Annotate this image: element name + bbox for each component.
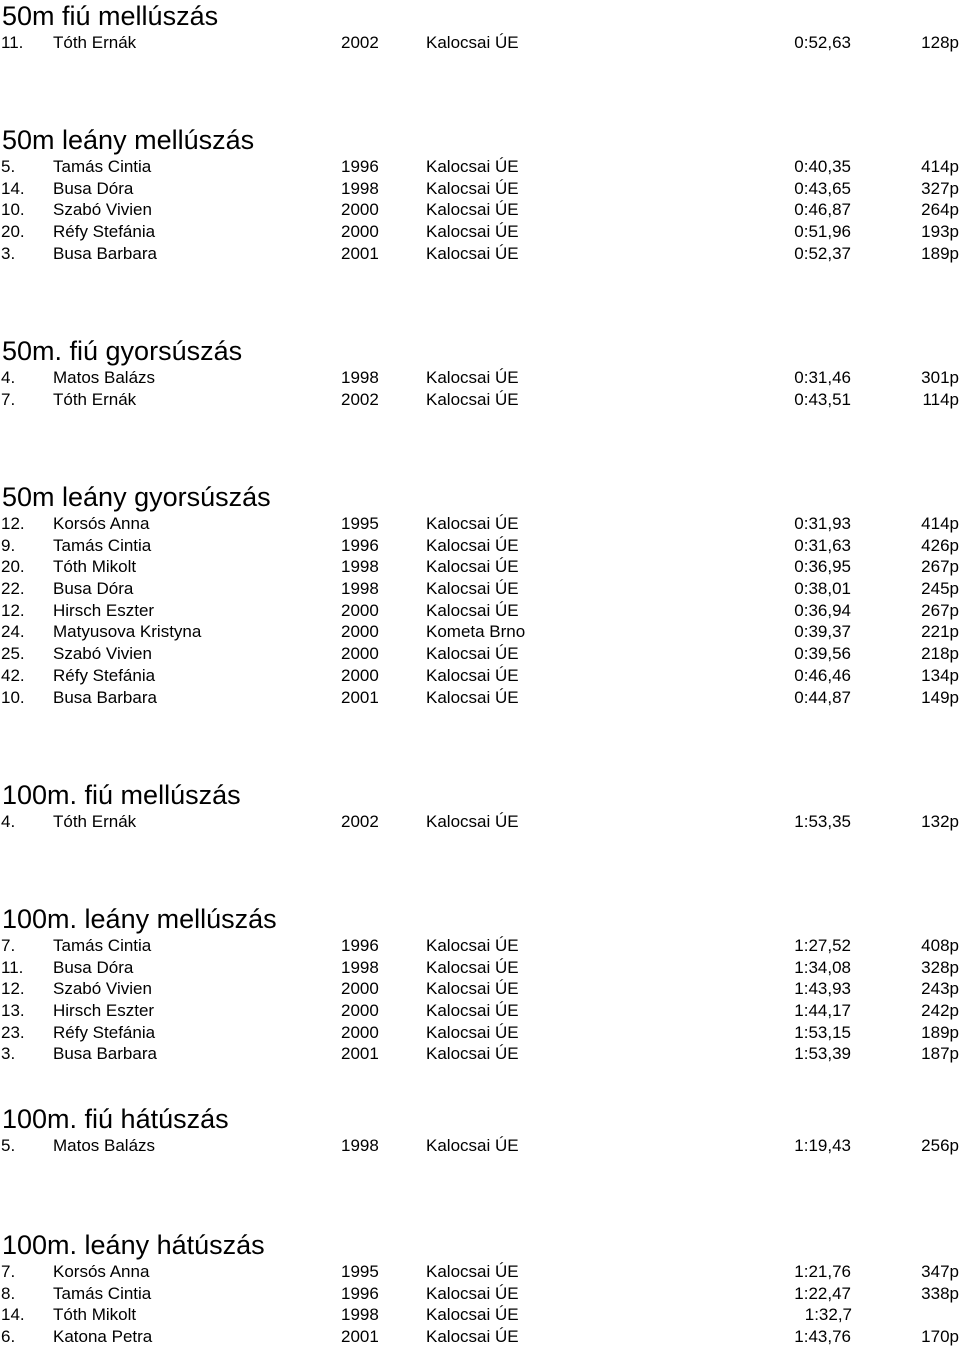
swimmer-name: Szabó Vivien — [53, 644, 152, 664]
time: 1:32,7 — [804, 1305, 852, 1325]
points: 149p — [921, 687, 959, 707]
club: Kalocsai ÚE — [426, 665, 519, 685]
time: 0:31,46 — [794, 368, 851, 387]
birth-year: 1996 — [341, 936, 379, 955]
birth-year: 1996 — [341, 535, 379, 555]
club: Kalocsai ÚE — [426, 1001, 519, 1021]
club: Kalocsai ÚE — [426, 1327, 519, 1347]
birth-year: 1995 — [341, 514, 379, 533]
event-title: 50m leány gyorsúszás — [2, 482, 271, 512]
swimmer-name: Tamás Cintia — [53, 1283, 152, 1303]
time: 0:31,93 — [794, 514, 851, 533]
birth-year: 2000 — [341, 200, 379, 220]
points: 189p — [921, 243, 959, 263]
points: 221p — [921, 622, 959, 642]
swimmer-name: Szabó Vivien — [53, 200, 152, 220]
club: Kalocsai ÚE — [426, 222, 519, 242]
swimmer-name: Tóth Ernák — [53, 33, 137, 52]
birth-year: 1998 — [341, 1305, 379, 1325]
club: Kalocsai ÚE — [426, 157, 519, 176]
result-row — [0, 687, 960, 709]
place: 12. — [1, 979, 25, 999]
place: 8. — [1, 1283, 16, 1303]
event-section — [0, 1103, 960, 1157]
points: 193p — [921, 222, 959, 242]
place: 10. — [1, 687, 25, 707]
points: 170p — [921, 1327, 959, 1347]
birth-year: 2002 — [341, 33, 379, 52]
points: 347p — [921, 1262, 959, 1281]
time: 0:52,63 — [794, 33, 851, 52]
place: 4. — [1, 812, 16, 831]
time: 1:53,35 — [794, 812, 851, 831]
result-row — [0, 957, 960, 979]
place: 5. — [1, 1136, 16, 1155]
time: 1:27,52 — [794, 936, 851, 955]
club: Kalocsai ÚE — [426, 535, 519, 555]
event-section — [0, 481, 960, 708]
place: 4. — [1, 368, 16, 387]
event-title: 100m. leány hátúszás — [2, 1230, 265, 1260]
club: Kalocsai ÚE — [426, 1262, 519, 1281]
club: Kalocsai ÚE — [426, 557, 519, 577]
points: 242p — [921, 1001, 959, 1021]
time: 0:36,94 — [794, 600, 851, 620]
place: 23. — [1, 1022, 25, 1042]
points: 264p — [921, 200, 959, 220]
event-title: 50m. fiú gyorsúszás — [2, 336, 243, 366]
birth-year: 2000 — [341, 222, 379, 242]
result-row — [0, 556, 960, 578]
club: Kalocsai ÚE — [426, 33, 519, 52]
time: 0:44,87 — [794, 687, 851, 707]
club: Kalocsai ÚE — [426, 368, 519, 387]
time: 0:39,37 — [794, 622, 851, 642]
points: 328p — [921, 957, 959, 977]
birth-year: 1998 — [341, 178, 379, 198]
swimmer-name: Tamás Cintia — [53, 157, 152, 176]
time: 1:53,39 — [794, 1044, 851, 1064]
points: 338p — [921, 1283, 959, 1303]
time: 1:43,93 — [794, 979, 851, 999]
result-row — [0, 1283, 960, 1305]
time: 0:52,37 — [794, 243, 851, 263]
result-row — [0, 535, 960, 557]
birth-year: 2000 — [341, 644, 379, 664]
place: 3. — [1, 1044, 16, 1064]
swimmer-name: Tamás Cintia — [53, 535, 152, 555]
result-row — [0, 811, 960, 833]
time: 0:51,96 — [794, 222, 851, 242]
points: 301p — [921, 368, 959, 387]
birth-year: 1998 — [341, 1136, 379, 1155]
place: 7. — [1, 389, 16, 409]
points: 114p — [922, 389, 959, 409]
swimmer-name: Tóth Mikolt — [53, 1305, 137, 1325]
result-row — [0, 1135, 960, 1157]
event-section — [0, 0, 960, 54]
place: 42. — [1, 665, 25, 685]
swimmer-name: Tóth Ernák — [53, 389, 137, 409]
time: 0:43,65 — [794, 178, 851, 198]
club: Kalocsai ÚE — [426, 1022, 519, 1042]
time: 1:21,76 — [794, 1262, 851, 1281]
points: 134p — [921, 665, 959, 685]
time: 0:43,51 — [794, 389, 851, 409]
result-row — [0, 32, 960, 54]
swimmer-name: Tamás Cintia — [53, 936, 152, 955]
result-row — [0, 156, 960, 178]
result-row — [0, 221, 960, 243]
swimmer-name: Busa Barbara — [53, 687, 157, 707]
club: Kalocsai ÚE — [426, 579, 519, 599]
club: Kalocsai ÚE — [426, 243, 519, 263]
place: 14. — [1, 178, 25, 198]
swimmer-name: Réfy Stefánia — [53, 222, 156, 242]
place: 10. — [1, 200, 25, 220]
club: Kalocsai ÚE — [426, 687, 519, 707]
swimmer-name: Busa Barbara — [53, 1044, 157, 1064]
event-section — [0, 779, 960, 833]
place: 11. — [1, 33, 24, 52]
time: 1:22,47 — [794, 1283, 851, 1303]
club: Kometa Brno — [426, 622, 526, 642]
result-row — [0, 1022, 960, 1044]
place: 9. — [1, 535, 16, 555]
points: 414p — [921, 157, 959, 176]
club: Kalocsai ÚE — [426, 936, 519, 955]
result-row — [0, 367, 960, 389]
birth-year: 2001 — [341, 1044, 379, 1064]
points: 414p — [921, 514, 959, 533]
birth-year: 1996 — [341, 1283, 379, 1303]
result-row — [0, 199, 960, 221]
swimmer-name: Hirsch Eszter — [53, 1001, 155, 1021]
birth-year: 1998 — [341, 368, 379, 387]
birth-year: 2001 — [341, 687, 379, 707]
time: 0:46,46 — [794, 665, 851, 685]
birth-year: 2000 — [341, 622, 379, 642]
event-title: 50m leány mellúszás — [2, 125, 255, 155]
birth-year: 2000 — [341, 600, 379, 620]
club: Kalocsai ÚE — [426, 1305, 519, 1325]
time: 0:40,35 — [794, 157, 851, 176]
time: 0:31,63 — [794, 535, 851, 555]
event-title: 50m fiú mellúszás — [2, 1, 219, 31]
event-title: 100m. leány mellúszás — [2, 904, 277, 934]
club: Kalocsai ÚE — [426, 200, 519, 220]
place: 25. — [1, 644, 25, 664]
place: 12. — [1, 514, 25, 533]
club: Kalocsai ÚE — [426, 514, 519, 533]
points: 132p — [921, 812, 959, 831]
time: 1:34,08 — [794, 957, 851, 977]
time: 0:39,56 — [794, 644, 851, 664]
time: 1:19,43 — [794, 1136, 851, 1155]
result-row — [0, 935, 960, 957]
time: 1:44,17 — [794, 1001, 851, 1021]
birth-year: 1998 — [341, 579, 379, 599]
birth-year: 2002 — [341, 812, 379, 831]
swimmer-name: Busa Dóra — [53, 579, 134, 599]
points: 218p — [921, 644, 959, 664]
time: 0:46,87 — [794, 200, 851, 220]
place: 20. — [1, 222, 25, 242]
result-row — [0, 578, 960, 600]
place: 24. — [1, 622, 25, 642]
result-row — [0, 665, 960, 687]
swimmer-name: Tóth Ernák — [53, 812, 137, 831]
birth-year: 2000 — [341, 1001, 379, 1021]
birth-year: 2000 — [341, 979, 379, 999]
points: 245p — [921, 579, 959, 599]
points: 256p — [921, 1136, 959, 1155]
birth-year: 2000 — [341, 1022, 379, 1042]
place: 6. — [1, 1327, 16, 1347]
result-row — [0, 243, 960, 265]
birth-year: 2001 — [341, 1327, 379, 1347]
club: Kalocsai ÚE — [426, 979, 519, 999]
time: 1:43,76 — [794, 1327, 851, 1347]
birth-year: 1996 — [341, 157, 379, 176]
swimmer-name: Réfy Stefánia — [53, 665, 156, 685]
result-row — [0, 1326, 960, 1348]
points: 243p — [921, 979, 959, 999]
swimmer-name: Busa Dóra — [53, 178, 134, 198]
place: 5. — [1, 157, 16, 176]
place: 14. — [1, 1305, 25, 1325]
points: 187p — [921, 1044, 959, 1064]
place: 13. — [1, 1001, 25, 1021]
swimmer-name: Matyusova Kristyna — [53, 622, 202, 642]
swimmer-name: Matos Balázs — [53, 368, 156, 387]
result-row — [0, 621, 960, 643]
club: Kalocsai ÚE — [426, 389, 519, 409]
event-section — [0, 335, 960, 410]
result-row — [0, 1000, 960, 1022]
result-row — [0, 1043, 960, 1065]
birth-year: 2000 — [341, 665, 379, 685]
club: Kalocsai ÚE — [426, 812, 519, 831]
swimmer-name: Busa Barbara — [53, 243, 157, 263]
event-title: 100m. fiú hátúszás — [2, 1104, 229, 1134]
points: 128p — [921, 33, 959, 52]
result-row — [0, 513, 960, 535]
result-row — [0, 643, 960, 665]
swimmer-name: Matos Balázs — [53, 1136, 156, 1155]
points: 327p — [921, 178, 959, 198]
points: 267p — [921, 557, 959, 577]
points: 408p — [921, 936, 959, 955]
club: Kalocsai ÚE — [426, 178, 519, 198]
club: Kalocsai ÚE — [426, 1136, 519, 1155]
swimmer-name: Korsós Anna — [53, 514, 150, 533]
result-row — [0, 1261, 960, 1283]
swimmer-name: Szabó Vivien — [53, 979, 152, 999]
club: Kalocsai ÚE — [426, 957, 519, 977]
event-section — [0, 1229, 960, 1348]
place: 20. — [1, 557, 25, 577]
club: Kalocsai ÚE — [426, 1044, 519, 1064]
event-title: 100m. fiú mellúszás — [2, 780, 241, 810]
place: 7. — [1, 1262, 16, 1281]
result-row — [0, 600, 960, 622]
points: 426p — [921, 535, 959, 555]
time: 1:53,15 — [794, 1022, 851, 1042]
club: Kalocsai ÚE — [426, 644, 519, 664]
place: 11. — [1, 957, 24, 977]
birth-year: 2002 — [341, 389, 379, 409]
birth-year: 1995 — [341, 1262, 379, 1281]
points: 189p — [921, 1022, 959, 1042]
place: 12. — [1, 600, 25, 620]
birth-year: 2001 — [341, 243, 379, 263]
swimmer-name: Katona Petra — [53, 1327, 153, 1347]
result-row — [0, 178, 960, 200]
place: 7. — [1, 936, 16, 955]
swimmer-name: Hirsch Eszter — [53, 600, 155, 620]
points: 267p — [921, 600, 959, 620]
swimmer-name: Korsós Anna — [53, 1262, 150, 1281]
swimmer-name: Tóth Mikolt — [53, 557, 137, 577]
swimmer-name: Busa Dóra — [53, 957, 134, 977]
birth-year: 1998 — [341, 557, 379, 577]
time: 0:36,95 — [794, 557, 851, 577]
event-section — [0, 124, 960, 264]
swimmer-name: Réfy Stefánia — [53, 1022, 156, 1042]
club: Kalocsai ÚE — [426, 600, 519, 620]
time: 0:38,01 — [794, 579, 851, 599]
place: 22. — [1, 579, 25, 599]
result-row — [0, 978, 960, 1000]
place: 3. — [1, 243, 16, 263]
event-section — [0, 903, 960, 1065]
club: Kalocsai ÚE — [426, 1283, 519, 1303]
result-row — [0, 389, 960, 411]
birth-year: 1998 — [341, 957, 379, 977]
result-row — [0, 1304, 960, 1326]
